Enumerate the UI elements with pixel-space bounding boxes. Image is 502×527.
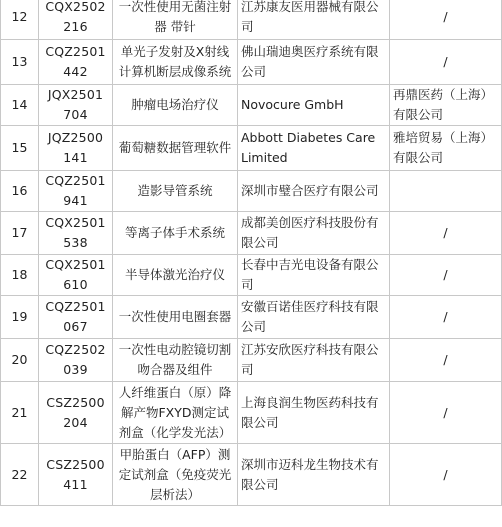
registration-code: CQZ2501 067 [39,296,113,339]
table-row [1,0,502,40]
row-number: 17 [1,212,39,255]
product-name: 一次性使用电圈套器 [113,296,238,339]
row-number: 12 [1,0,39,40]
table-body [1,0,502,506]
table-row [1,255,502,296]
registration-code: CSZ2500 204 [39,382,113,444]
row-number: 22 [1,444,39,506]
product-name: 肿瘤电场治疗仪 [113,85,238,126]
registration-code: CQZ2501 941 [39,171,113,212]
company-name: 成都美创医疗科技股份有 限公司 [238,212,390,255]
row-number: 14 [1,85,39,126]
product-name: 半导体激光治疗仪 [113,255,238,296]
agent-name: / [390,255,502,296]
agent-name: / [390,382,502,444]
agent-name: / [390,296,502,339]
row-number: 15 [1,126,39,171]
agent-name: / [390,339,502,382]
company-name: 江苏康友医用器械有限公 司 [238,0,390,40]
product-name: 人纤维蛋白（原）降 解产物FXYD测定试 剂盒（化学发光法） [113,382,238,444]
company-name: 深圳市璧合医疗有限公司 [238,171,390,212]
company-name: 上海良润生物医药科技有 限公司 [238,382,390,444]
registration-code: CQX2501 610 [39,255,113,296]
agent-name: / [390,444,502,506]
product-name: 一次性电动腔镜切割 吻合器及组件 [113,339,238,382]
company-name: Novocure GmbH [238,85,390,126]
table-row [1,40,502,85]
agent-name: 再鼎医药（上海） 有限公司 [390,85,502,126]
agent-name: 雅培贸易（上海） 有限公司 [390,126,502,171]
table-row [1,339,502,382]
table-row [1,444,502,506]
registration-code: CQZ2501 442 [39,40,113,85]
company-name: Abbott Diabetes Care Limited [238,126,390,171]
table-row [1,85,502,126]
registration-code: CSZ2500 411 [39,444,113,506]
product-name: 等离子体手术系统 [113,212,238,255]
registration-code: CQX2501 538 [39,212,113,255]
company-name: 安徽百诺佳医疗科技有限 公司 [238,296,390,339]
company-name: 江苏安欣医疗科技有限公司 [238,339,390,382]
agent-name [390,171,502,212]
company-name: 佛山瑞迪奥医疗系统有限 公司 [238,40,390,85]
agent-name: / [390,40,502,85]
row-number: 16 [1,171,39,212]
company-name: 深圳市迈科龙生物技术有 限公司 [238,444,390,506]
table-row [1,171,502,212]
product-name: 甲胎蛋白（AFP）测 定试剂盒（免疫荧光 层析法） [113,444,238,506]
registration-code: CQX2502 216 [39,0,113,40]
product-name: 葡萄糖数据管理软件 [113,126,238,171]
row-number: 19 [1,296,39,339]
agent-name: / [390,212,502,255]
registration-code: JQZ2500 141 [39,126,113,171]
row-number: 13 [1,40,39,85]
row-number: 20 [1,339,39,382]
row-number: 18 [1,255,39,296]
registration-code: CQZ2502 039 [39,339,113,382]
agent-name: / [390,0,502,40]
row-number: 21 [1,382,39,444]
table-row [1,212,502,255]
product-name: 单光子发射及X射线 计算机断层成像系统 [113,40,238,85]
table-row [1,296,502,339]
table-row [1,126,502,171]
table-row [1,382,502,444]
product-name: 一次性使用无菌注射 器 带针 [113,0,238,40]
registration-code: JQX2501 704 [39,85,113,126]
company-name: 长春中吉光电设备有限公 司 [238,255,390,296]
product-name: 造影导管系统 [113,171,238,212]
